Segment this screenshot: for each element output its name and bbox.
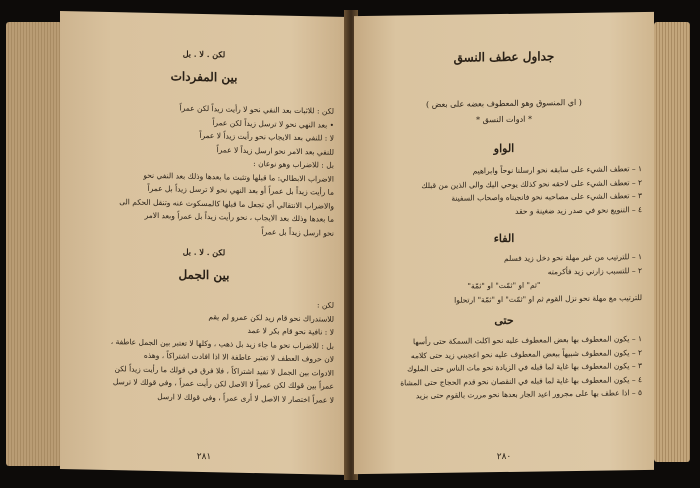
text-line: "ثم" او "ثمّت" او "ثمّة" [467,280,541,291]
text-line: للترتيب مع مهلة نحو نزل القوم ثم او "ثمّت" او "ثمّة" ارتحلوا [454,292,642,305]
right-title: جداول عطف النسق [453,49,555,65]
hatta-section [366,332,642,403]
text-line: نحو ارسل زيداً بل عمراً [261,226,334,238]
section-hatta-title: حتى [494,313,514,328]
left-title-2: بين الجمل [178,267,230,283]
text-line: ٢ – يكون المعطوف شبيهاً ببعض المعطوف عليه نحو اعجبني زيد حتى كلامه [410,347,642,360]
text-line: ٥ – اذا عطف بها على مجرور اعيد الجار بعدها نحو مررت بالقوم حتى بزيد [415,388,642,401]
section-fa-title: الفاء [493,231,515,246]
text-line: لكن : للاثبات بعد النفي نحو لا رأيت زيداً لكن عمراً [179,103,334,116]
right-subtitle: ( اي المنسوق وهو المعطوف بعضه على بعض ) [426,97,582,110]
text-line: الاضراب الابطالي: ما قبلها وتثبت ما بعدها وذلك بعد النفي نحو [143,170,334,184]
section-waw-title: الواو [493,141,515,156]
text-line: بل : للاضراب نحو ما جاء زيد بل ذهب ، وكلها لا تعتبر بين الجمل عاطفة ، [110,336,334,351]
text-line: ٤ – يكون المعطوف بها غاية لما قبله في النقصان نحو قدم الحجاج حتى المشاة [400,374,642,387]
right-note: * ادوات النسق * [476,114,532,125]
right-page-edges [654,22,690,462]
text-line: ٤ – التنويع نحو في صدر زيد ضغينة و حقد [515,204,642,216]
waw-section [366,162,642,220]
left-top-line: لكن . لا . بل [182,48,226,60]
text-line: لا عمراً اختصار لا الاصل لا أرى عمراً ، وفي قولك لا ارسل [157,391,334,405]
text-line: ما رأيت زيداً بل عمراً أو بعد النهي نحو لا ترسل زيداً بل عمراً [147,183,334,197]
text-line: ٣ – يكون المعطوف بها غاية لما قبله في الزيادة نحو مات الناس حتى الملوك [407,361,642,374]
left-section-1 [72,99,334,239]
right-page-number: ٢٨٠ [496,451,512,463]
text-line: لكن : [316,300,334,310]
text-line: ١ – تعطف الشيء على سابقه نحو ارسلنا نوحاً وابراهيم [472,164,642,176]
text-line: ١ – يكون المعطوف بها بعض المعطوف عليه نحو اكلت السمكة حتى رأسها [413,334,642,347]
left-page-edges [6,22,62,466]
text-line: عمراً بين قولك لكن عمراً لا الاصل لكن رأيت عمراً ، وفي قولك لا ترسل [112,377,334,391]
text-line: والاضراب الانتقالي أي تجعل ما قبلها كالمسكوت عنه وتنقل الحكم الى [119,196,334,211]
left-page-number: ٢٨١ [196,451,212,463]
text-line: ٢ – للتسبب زارني زيد فأكرمته [547,265,642,276]
text-line: للاستدراك نحو قام زيد لكن عمرو لم يقم [208,311,334,324]
left-title-1: بين المفردات [170,69,238,85]
right-page [354,12,654,474]
left-section-2 [72,293,334,406]
text-line: لا : نافية نحو قام بكر لا عمد [247,325,334,337]
text-line: بل : للاضراب وهو نوعان : [253,159,334,170]
text-line: ما بعدها وذلك بعد الايجاب ، نحو رأيت زيداً بل عمراً وبعد الامر [144,210,334,224]
fa-section [366,250,642,308]
text-line: ١ – للترتيب من غير مهلة نحو دخل زيد فسلم [503,252,642,264]
text-line: ٣ – تعطف الشيء على مصاحبه نحو فانجيناه واصحاب السفينة [451,191,642,203]
text-line: لان حروف العطف لا تعتبر عاطفة الا اذا افادت اشتراكاً ، وهذه [143,350,334,364]
left-page [60,11,348,475]
left-sub-line: لكن . لا . بل [182,246,226,258]
text-line: للنفي بعد الامر نحو ارسل زيداً لا عمراً [216,144,334,157]
text-line: لا : للنفي بعد الايجاب نحو رأيت زيداً لا عمراً [199,130,334,143]
text-line: • بعد النهي نحو لا ترسل زيداً لكن عمراً [212,117,334,130]
text-line: ٢ – تعطف الشيء على لاحقه نحو كذلك يوحي اليك والى الذين من قبلك [421,177,642,190]
text-line: الادوات بين الجمل لا تفيد اشتراكاً ، فلا فرق في قولك ما رأيت زيداً لكن [114,363,334,378]
